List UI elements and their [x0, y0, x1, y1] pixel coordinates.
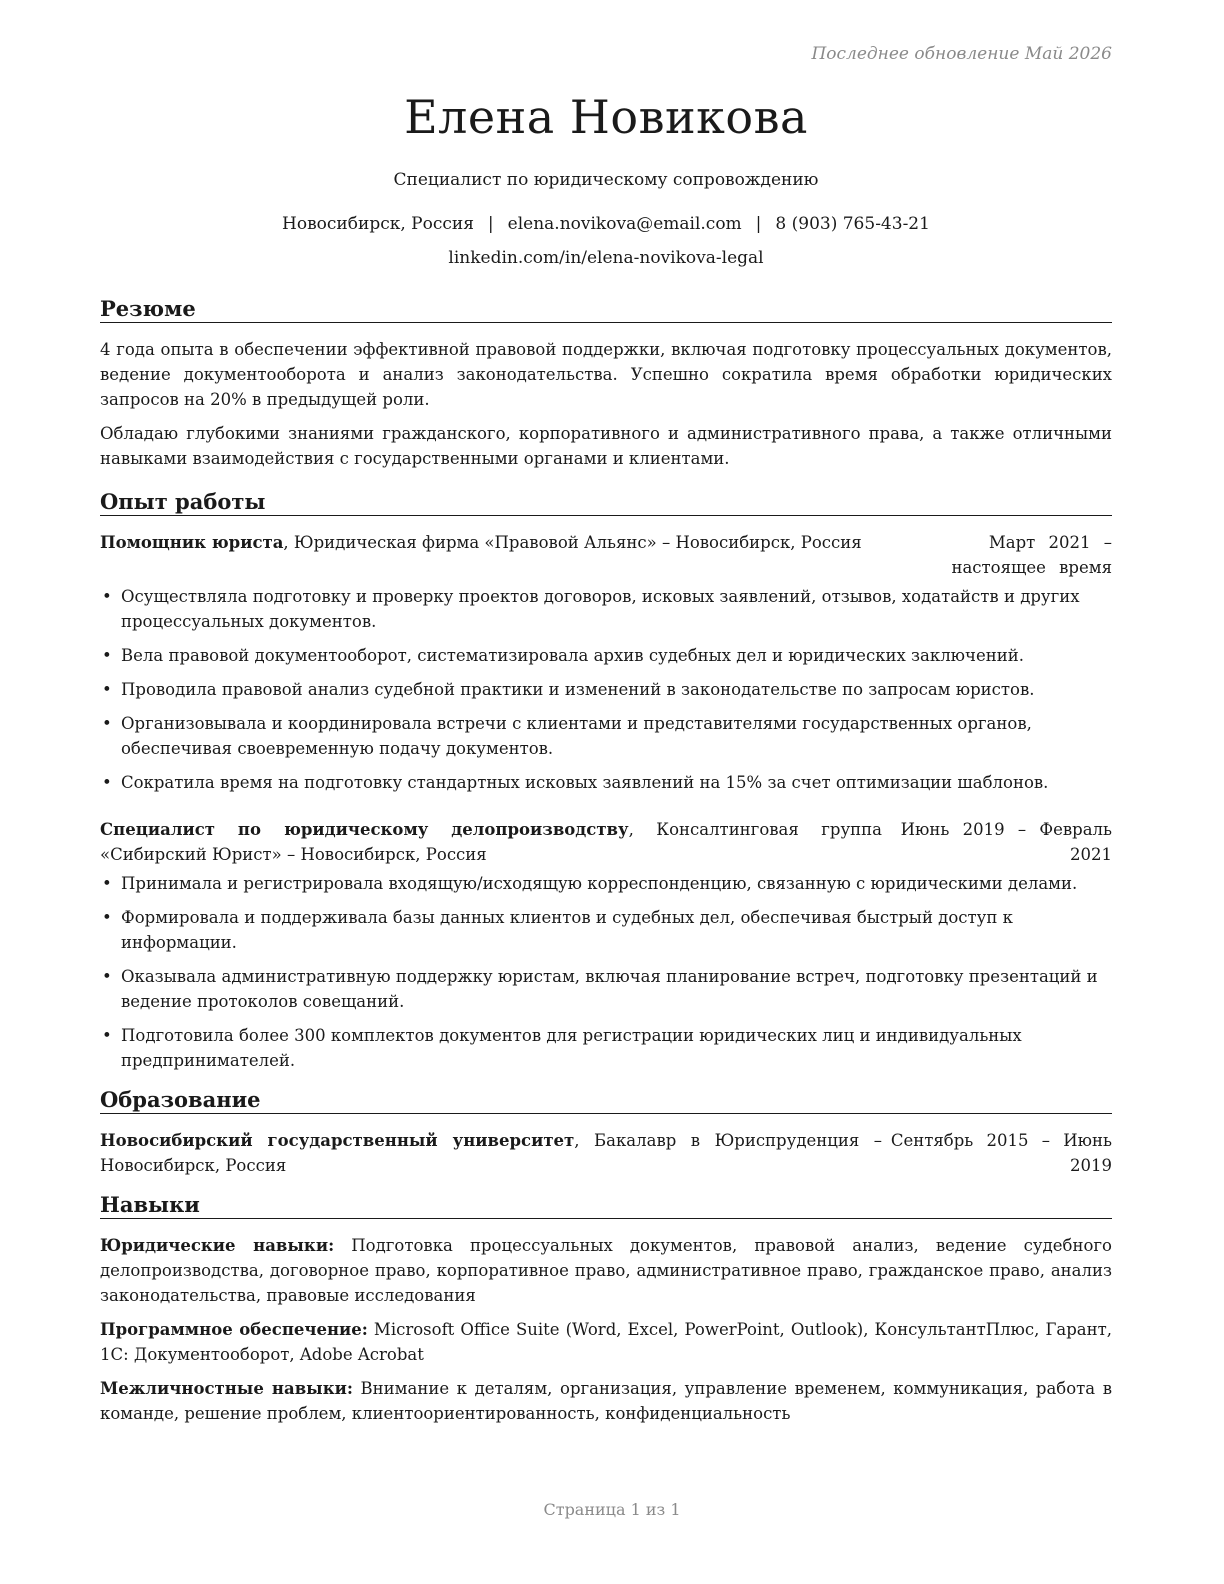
job-position: Специалист по юридическому делопроизводству [100, 820, 629, 839]
skill-group [100, 1317, 1112, 1367]
list-item: • Организовывала и координировала встречи с клиентами и представителями государственных органов, обеспечивая своевременную подачу документов. [100, 711, 1112, 761]
job-bullets [100, 584, 1112, 795]
job-company: , Юридическая фирма «Правовой Альянс» – Новосибирск, Россия [283, 533, 862, 552]
skill-label: Юридические навыки: [100, 1236, 335, 1255]
section-title-summary: Резюме [100, 296, 1112, 323]
list-item: • Оказывала административную поддержку юристам, включая планирование встреч, подготовку презентаций и ведение протоколов совещаний. [100, 964, 1112, 1014]
list-item: • Сократила время на подготовку стандартных исковых заявлений на 15% за счет оптимизации шаблонов. [100, 770, 1112, 795]
skill-group [100, 1376, 1112, 1426]
experience-section [100, 489, 1112, 1073]
education-section [100, 1087, 1112, 1178]
skill-text: Внимание к деталям, организация, управление временем, коммуникация, работа в команде, решение проблем, клиентоориентированность, конфиденциальность [100, 1379, 1112, 1423]
candidate-name: Елена Новикова [404, 90, 808, 144]
skill-group [100, 1233, 1112, 1308]
education-details: , Бакалавр в Юриспруденция – Новосибирск, Россия [100, 1131, 883, 1175]
skill-text: Microsoft Office Suite (Word, Excel, PowerPoint, Outlook), КонсультантПлюс, Гарант, 1С: Документооборот, Adobe Acrobat [100, 1320, 1112, 1364]
separator: | [487, 214, 494, 234]
email-link[interactable]: elena.novikova@email.com [507, 214, 742, 234]
list-item: • Вела правовой документооборот, систематизировала архив судебных дел и юридических заключений. [100, 643, 1112, 668]
skills-section [100, 1192, 1112, 1426]
job-dates: Март 2021 – настоящее время [951, 533, 1112, 577]
job-dates: Июнь 2019 – Февраль 2021 [900, 820, 1112, 864]
skill-label: Программное обеспечение: [100, 1320, 368, 1339]
skill-text: Подготовка процессуальных документов, правовой анализ, ведение судебного делопроизводства, договорное право, корпоративное право, административное право, гражданское право, анализ законодательства, правовые исследования [100, 1236, 1112, 1305]
candidate-title: Специалист по юридическому сопровождению [393, 170, 819, 190]
job-bullets [100, 871, 1112, 1073]
last-updated-note: Последнее обновление Май 2026 [811, 44, 1112, 64]
list-item: • Формировала и поддерживала базы данных клиентов и судебных дел, обеспечивая быстрый доступ к информации. [100, 905, 1112, 955]
location: Новосибирск, Россия [282, 214, 474, 234]
job-header [100, 817, 1112, 867]
page-number: Страница 1 из 1 [543, 1500, 681, 1519]
section-title-experience: Опыт работы [100, 489, 1112, 516]
education-dates: Сентябрь 2015 – Июнь 2019 [890, 1131, 1112, 1175]
job-company: , Консалтинговая группа «Сибирский Юрист» – Новосибирск, Россия [100, 820, 883, 864]
resume-body [100, 86, 1112, 1435]
list-item: • Принимала и регистрировала входящую/исходящую корреспонденцию, связанную с юридическими делами. [100, 871, 1112, 896]
job-entry [100, 530, 1112, 795]
section-title-skills: Навыки [100, 1192, 1112, 1219]
separator: | [755, 214, 762, 234]
list-item: • Подготовила более 300 комплектов документов для регистрации юридических лиц и индивидуальных предпринимателей. [100, 1023, 1112, 1073]
summary-paragraph: Обладаю глубокими знаниями гражданского, корпоративного и административного права, а также отличными навыками взаимодействия с государственными органами и клиентами. [100, 424, 1112, 468]
education-institution: Новосибирский государственный университет [100, 1131, 575, 1150]
summary-section [100, 296, 1112, 471]
section-title-education: Образование [100, 1087, 1112, 1114]
job-header [100, 530, 1112, 580]
job-position: Помощник юриста [100, 533, 284, 552]
contact-line [100, 212, 1112, 236]
education-entry [100, 1128, 1112, 1178]
phone: 8 (903) 765-43-21 [775, 214, 930, 234]
linkedin-link[interactable]: linkedin.com/in/elena-novikova-legal [448, 248, 764, 268]
skill-label: Межличностные навыки: [100, 1379, 353, 1398]
job-entry [100, 817, 1112, 1073]
list-item: • Осуществляла подготовку и проверку проектов договоров, исковых заявлений, отзывов, ходатайств и других процессуальных документов. [100, 584, 1112, 634]
summary-paragraph: 4 года опыта в обеспечении эффективной правовой поддержки, включая подготовку процессуальных документов, ведение документооборота и анализ законодательства. Успешно сократила время обработки юридических запросов на 20% в предыдущей роли. [100, 340, 1112, 409]
list-item: • Проводила правовой анализ судебной практики и изменений в законодательстве по запросам юристов. [100, 677, 1112, 702]
